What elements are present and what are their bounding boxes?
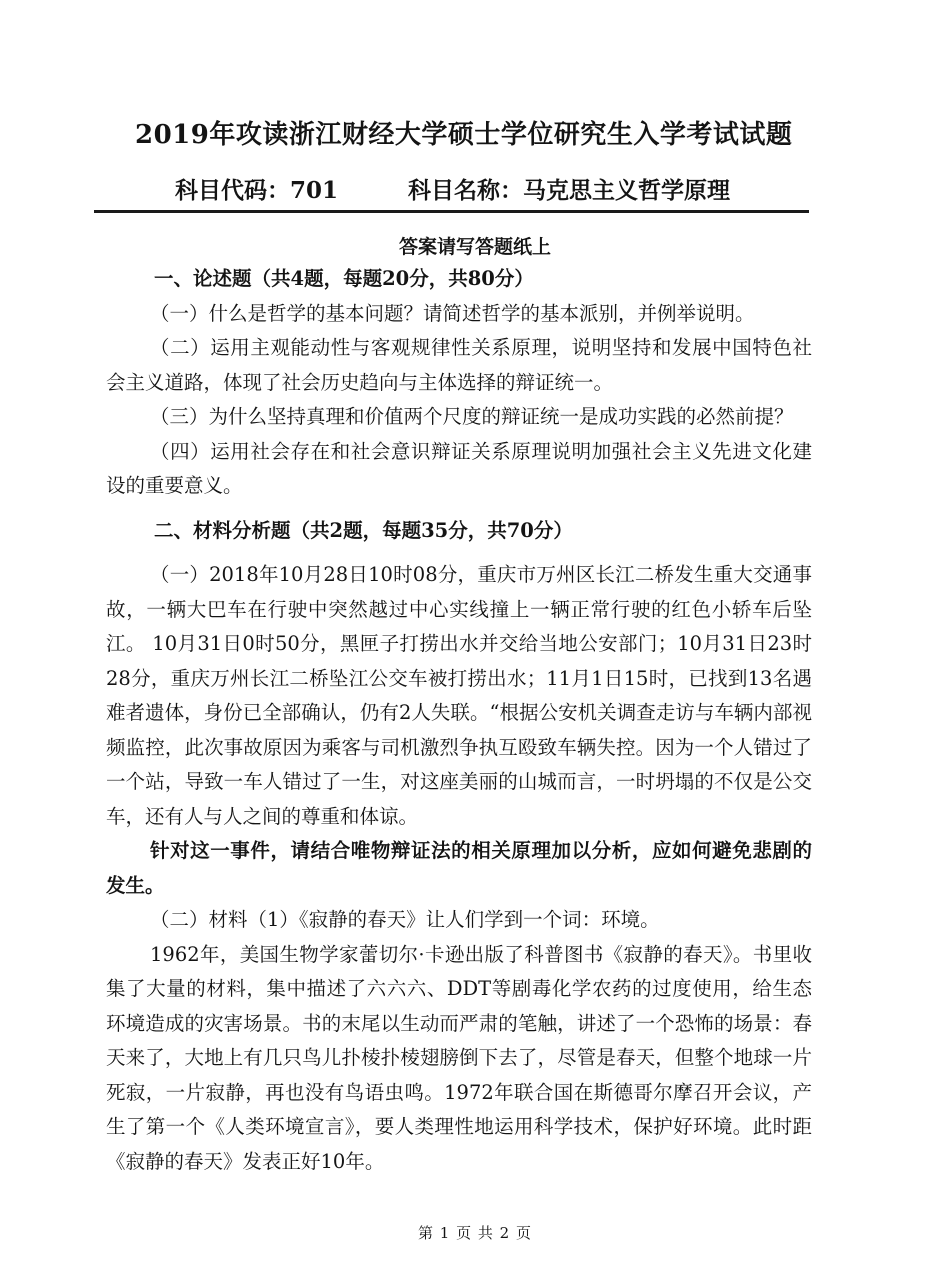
subject-code: 科目代码：701 (175, 177, 339, 204)
essay-question-4: （四）运用社会存在和社会意识辩证关系原理说明加强社会主义先进文化建设的重要意义。 (106, 439, 812, 497)
section-heading-material: 二、材料分析题（共2题，每题35分，共70分） (154, 518, 573, 542)
page-footer: 第 1 页 共 2 页 (418, 1224, 532, 1242)
answer-notice: 答案请写答题纸上 (398, 236, 551, 258)
material-question-1-prompt: 针对这一事件，请结合唯物辩证法的相关原理加以分析，应如何避免悲剧的发生。 (106, 839, 812, 897)
section-heading-essay: 一、论述题（共4题，每题20分，共80分） (154, 267, 534, 290)
exam-content (106, 262, 812, 1179)
subject-line (175, 172, 775, 205)
subject-name: 科目名称：马克思主义哲学原理 (408, 177, 731, 204)
material-question-2-text: 1962年，美国生物学家蕾切尔·卡逊出版了科普图书《寂静的春天》。书里收集了大量的材料，集中描述了六六六、DDT等剧毒化学农药的过度使用，给生态环境造成的灾害场景。书的末尾以生动而严肃的笔触，讲述了一个恐怖的场景：春天来了，大地上有几只鸟儿扑棱扑棱翅膀倒下去了，尽管是春天，但整个地球一片死寂，一片寂静，再也没有鸟语虫鸣。1972年联合国在斯德哥尔摩召开会议，产生了第一个《人类环境宣言》，要人类理性地运用科学技术，保护好环境。此时距《寂静的春天》发表正好10年。 (106, 942, 812, 1173)
material-question-1-text: （一）2018年10月28日10时08分，重庆市万州区长江二桥发生重大交通事故，一辆大巴车在行驶中突然越过中心实线撞上一辆正常行驶的红色小轿车后坠江。 10月31日0时50分，黑匣子打捞出水并交给当地公安部门；10月31日23时28分，重庆万州长江二桥坠江公交车被打捞出水；11月1日15时，已找到13名遇难者遗体，身份已全部确认，仍有2人失联。“根据公安机关调查走访与车辆内部视频监控，此次事故原因为乘客与司机激烈争执互殴致车辆失控。因为一个人错过了一个站，导致一车人错过了一生，对这座美丽的山城而言，一时坍塌的不仅是公交车，还有人与人之间的尊重和体谅。 (106, 563, 812, 828)
header-divider (94, 210, 809, 213)
essay-question-1: （一）什么是哲学的基本问题？请简述哲学的基本派别，并例举说明。 (150, 301, 755, 325)
material-question-2-intro: （二）材料（1）《寂静的春天》让人们学到一个词：环境。 (150, 908, 660, 931)
essay-question-3: （三）为什么坚持真理和价值两个尺度的辩证统一是成功实践的必然前提？ (150, 405, 794, 428)
exam-title: 2019年攻读浙江财经大学硕士学位研究生入学考试试题 (135, 120, 793, 150)
essay-question-2: （二）运用主观能动性与客观规律性关系原理，说明坚持和发展中国特色社会主义道路，体现了社会历史趋向与主体选择的辩证统一。 (106, 336, 812, 394)
